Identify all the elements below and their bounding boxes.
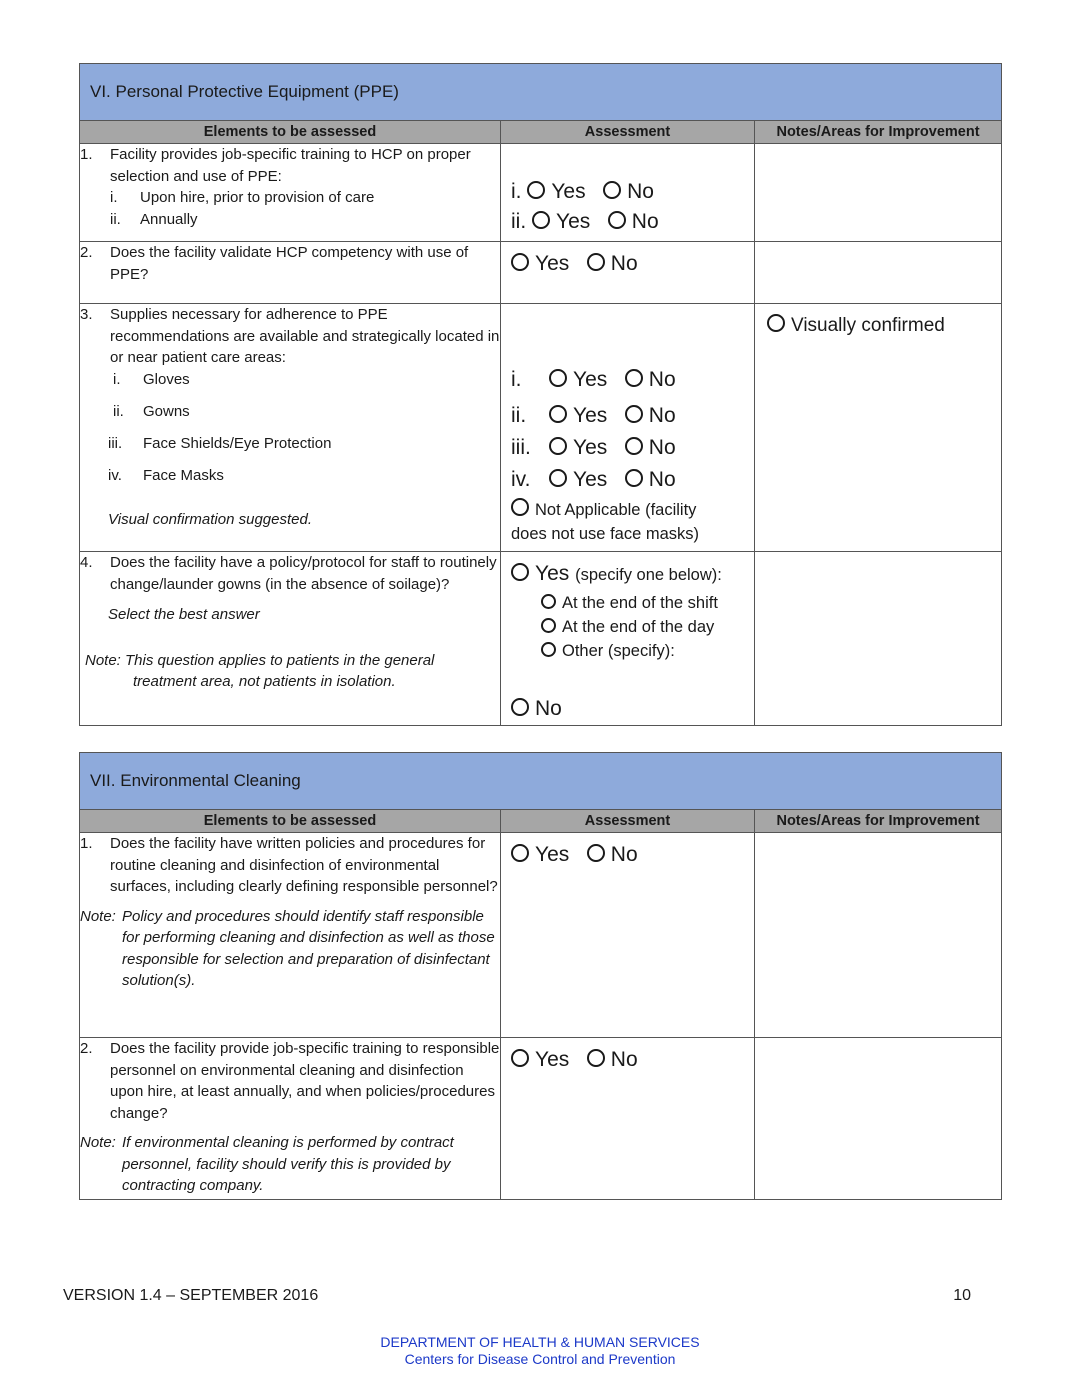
ppe-q1-assessment: i. Yes No ii. Yes No: [501, 144, 755, 242]
footer-department: [0, 1334, 1080, 1368]
ppe-section-title: VI. Personal Protective Equipment (PPE): [80, 64, 1002, 121]
radio-no[interactable]: [625, 469, 643, 487]
radio-no[interactable]: [625, 437, 643, 455]
col-header-assessment: Assessment: [501, 810, 755, 833]
radio-yes[interactable]: [527, 181, 545, 199]
ppe-q3-assessment: i. Yes No ii. Yes No iii. Yes No iv. Yes No Not Applicable (facility does not use face masks): [501, 304, 755, 552]
ppe-q3-notes: Visually confirmed: [755, 304, 1002, 552]
ppe-q4-notes[interactable]: [755, 552, 1002, 726]
radio-end-of-shift[interactable]: [541, 594, 556, 609]
ppe-q4-text: Does the facility have a policy/protocol for staff to routinely change/launder gowns (in the absence of soilage)?: [110, 554, 497, 593]
ppe-q3-item: Gowns: [143, 402, 190, 420]
ppe-q3-item: Face Shields/Eye Protection: [143, 434, 332, 452]
radio-no[interactable]: [625, 369, 643, 387]
env-q2-notes[interactable]: [755, 1038, 1002, 1200]
ppe-q4-select: Select the best answer: [108, 606, 260, 623]
radio-yes[interactable]: [532, 211, 550, 229]
radio-no[interactable]: [625, 405, 643, 423]
ppe-q1-sub1: Upon hire, prior to provision of care: [140, 189, 375, 206]
radio-yes[interactable]: [549, 369, 567, 387]
radio-yes[interactable]: [511, 844, 529, 862]
ppe-q2: 2. Does the facility validate HCP competency with use of PPE?: [80, 242, 501, 304]
env-q2-assessment: Yes No: [501, 1038, 755, 1200]
ppe-q3-note: Visual confirmation suggested.: [108, 510, 313, 528]
ppe-q4-note: Note: This question applies to patients in the general treatment area, not patients in isolation.: [85, 651, 435, 690]
col-header-assessment: Assessment: [501, 121, 755, 144]
env-q1-text: Does the facility have written policies and procedures for routine cleaning and disinfection of environmental surfaces, including clearly defining responsible personnel?: [110, 835, 498, 895]
env-table: [79, 752, 1002, 1200]
env-q2-note: Note: If environmental cleaning is performed by contract personnel, facility should verify this is provided by contracting company.: [80, 1134, 454, 1194]
ppe-q3: 3. Supplies necessary for adherence to PPE recommendations are available and strategically located in or near patient care areas: i. Gloves ii. Gowns iii. Face Shields/Eye Protection iv. Face Masks Visual confirmation suggested.: [80, 304, 501, 552]
radio-no[interactable]: [603, 181, 621, 199]
checkbox-visually-confirmed[interactable]: [767, 314, 785, 332]
env-q1-notes[interactable]: [755, 833, 1002, 1038]
radio-no[interactable]: [608, 211, 626, 229]
radio-end-of-day[interactable]: [541, 618, 556, 633]
department-name: DEPARTMENT OF HEALTH & HUMAN SERVICES: [380, 1334, 700, 1350]
radio-not-applicable[interactable]: [511, 498, 529, 516]
radio-yes[interactable]: [549, 437, 567, 455]
footer-version: VERSION 1.4 – SEPTEMBER 2016: [63, 1287, 319, 1304]
env-q1-note: Note: Policy and procedures should identify staff responsible for performing cleaning and disinfection as well as those responsible for selection and preparation of disinfectant solution(s).: [80, 907, 495, 989]
env-section-title: VII. Environmental Cleaning: [80, 753, 1002, 810]
ppe-q3-text: Supplies necessary for adherence to PPE recommendations are available and strategically located in or near patient care areas:: [110, 306, 500, 366]
radio-yes[interactable]: [511, 563, 529, 581]
radio-yes[interactable]: [549, 405, 567, 423]
radio-no[interactable]: [511, 698, 529, 716]
ppe-q4-assessment: Yes (specify one below): At the end of the shift At the end of the day Other (specify): No: [501, 552, 755, 726]
radio-yes[interactable]: [549, 469, 567, 487]
ppe-q2-notes[interactable]: [755, 242, 1002, 304]
radio-no[interactable]: [587, 1049, 605, 1067]
ppe-q3-item: Gloves: [143, 370, 190, 388]
col-header-elements: Elements to be assessed: [80, 810, 501, 833]
ppe-q1-notes[interactable]: [755, 144, 1002, 242]
col-header-elements: Elements to be assessed: [80, 121, 501, 144]
ppe-q2-assessment: Yes No: [501, 242, 755, 304]
radio-yes[interactable]: [511, 1049, 529, 1067]
env-q1: 1. Does the facility have written policies and procedures for routine cleaning and disinfection of environmental surfaces, including clearly defining responsible personnel? Note: Policy and procedures should identify staff responsible for performing cleaning and disinfection as well as those responsible for selection and preparation of disinfectant solution(s).: [80, 833, 501, 1038]
ppe-q1: 1. Facility provides job-specific training to HCP on proper selection and use of PPE: i. Upon hire, prior to provision of care ii. Annually: [80, 144, 501, 242]
ppe-q3-item: Face Masks: [143, 466, 224, 484]
agency-name: Centers for Disease Control and Prevention: [404, 1351, 676, 1367]
radio-other[interactable]: [541, 642, 556, 657]
ppe-q1-text: Facility provides job-specific training to HCP on proper selection and use of PPE:: [110, 146, 471, 185]
radio-no[interactable]: [587, 253, 605, 271]
env-q2: 2. Does the facility provide job-specific training to responsible personnel on environmental cleaning and disinfection upon hire, at least annually, and when policies/procedures change? Note: If environmental cleaning is performed by contract personnel, facility should verify this is provided by contracting company.: [80, 1038, 501, 1200]
col-header-notes: Notes/Areas for Improvement: [755, 121, 1002, 144]
radio-yes[interactable]: [511, 253, 529, 271]
ppe-q1-sub2: Annually: [140, 210, 198, 228]
env-q1-assessment: Yes No: [501, 833, 755, 1038]
ppe-q2-text: Does the facility validate HCP competency with use of PPE?: [110, 244, 469, 283]
radio-no[interactable]: [587, 844, 605, 862]
page-number: 10: [953, 1287, 971, 1304]
ppe-table: [79, 63, 1002, 726]
env-q2-text: Does the facility provide job-specific training to responsible personnel on environmental cleaning and disinfection upon hire, at least annually, and when policies/procedures change?: [110, 1040, 500, 1122]
ppe-q4: 4. Does the facility have a policy/protocol for staff to routinely change/launder gowns (in the absence of soilage)? Select the best answer Note: This question applies to patients in the general treatment area, not patients in isolation.: [80, 552, 501, 726]
col-header-notes: Notes/Areas for Improvement: [755, 810, 1002, 833]
